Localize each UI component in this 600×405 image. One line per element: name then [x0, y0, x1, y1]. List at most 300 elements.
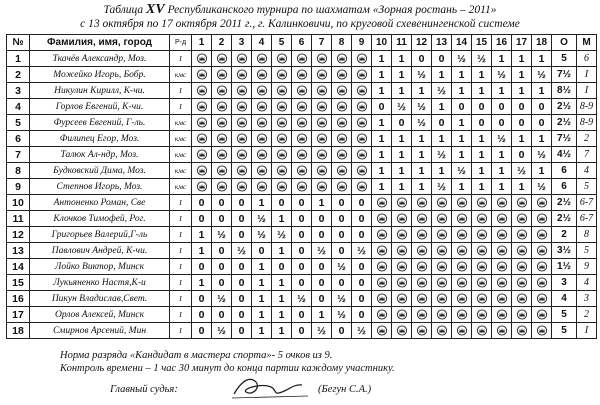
game-result: 1	[252, 195, 272, 211]
game-result: 1	[372, 147, 392, 163]
player-number: 18	[7, 323, 30, 339]
chess-piece-icon	[192, 83, 212, 99]
table-row	[7, 163, 597, 179]
player-place: 2	[577, 131, 597, 147]
game-result: 0	[212, 307, 232, 323]
game-result: 0	[292, 211, 312, 227]
game-result: 0	[412, 51, 432, 67]
chess-piece-icon	[352, 83, 372, 99]
chess-piece-icon	[432, 227, 452, 243]
chess-piece-icon	[392, 243, 412, 259]
game-result: ½	[412, 67, 432, 83]
header-round-4: 4	[252, 35, 272, 51]
game-result: 1	[392, 83, 412, 99]
game-result: 1	[372, 131, 392, 147]
chess-piece-icon	[372, 323, 392, 339]
chess-piece-icon	[332, 131, 352, 147]
chess-piece-icon	[272, 51, 292, 67]
game-result: ½	[532, 67, 552, 83]
game-result: 1	[412, 179, 432, 195]
game-result: 1	[472, 67, 492, 83]
game-result: 0	[292, 259, 312, 275]
chess-piece-icon	[432, 291, 452, 307]
game-result: 0	[332, 195, 352, 211]
chess-piece-icon	[512, 259, 532, 275]
game-result: 0	[472, 115, 492, 131]
chess-piece-icon	[392, 275, 412, 291]
chess-piece-icon	[252, 99, 272, 115]
chess-piece-icon	[312, 147, 332, 163]
game-result: ½	[412, 99, 432, 115]
chess-piece-icon	[252, 131, 272, 147]
player-name: Орлов Алексей, Минск	[30, 307, 170, 323]
chess-piece-icon	[472, 291, 492, 307]
game-result: 1	[512, 83, 532, 99]
table-row	[7, 275, 597, 291]
chess-piece-icon	[332, 179, 352, 195]
game-result: 1	[452, 115, 472, 131]
chess-piece-icon	[492, 227, 512, 243]
player-rank: I	[170, 307, 192, 323]
game-result: 0	[492, 99, 512, 115]
game-result: 0	[472, 99, 492, 115]
chess-piece-icon	[332, 83, 352, 99]
header-round-5: 5	[272, 35, 292, 51]
player-points: 2½	[552, 99, 577, 115]
chess-piece-icon	[432, 323, 452, 339]
game-result: ½	[252, 211, 272, 227]
game-result: ½	[512, 163, 532, 179]
chess-piece-icon	[532, 243, 552, 259]
player-number: 17	[7, 307, 30, 323]
game-result: 0	[532, 99, 552, 115]
chess-piece-icon	[452, 227, 472, 243]
player-rank: I	[170, 259, 192, 275]
chess-piece-icon	[332, 51, 352, 67]
player-rank: I	[170, 275, 192, 291]
player-name: Григорьев Валерий,Г-ль	[30, 227, 170, 243]
chess-piece-icon	[412, 323, 432, 339]
chess-piece-icon	[532, 275, 552, 291]
chess-piece-icon	[312, 115, 332, 131]
header-round-2: 2	[212, 35, 232, 51]
chief-judge-label: Главный судья:	[110, 384, 178, 395]
chess-piece-icon	[372, 227, 392, 243]
chess-piece-icon	[232, 147, 252, 163]
header-round-3: 3	[232, 35, 252, 51]
game-result: 0	[192, 211, 212, 227]
game-result: 1	[252, 307, 272, 323]
game-result: 0	[292, 243, 312, 259]
game-result: ½	[532, 147, 552, 163]
game-result: 0	[352, 211, 372, 227]
table-number: XV	[146, 2, 165, 17]
chess-piece-icon	[532, 211, 552, 227]
chess-piece-icon	[292, 83, 312, 99]
chess-piece-icon	[492, 211, 512, 227]
tournament-title: Республиканского турнира по шахматам «Зорная ростань – 2011»	[167, 4, 497, 16]
game-result: 1	[392, 179, 412, 195]
game-result: 1	[532, 83, 552, 99]
player-number: 6	[7, 131, 30, 147]
game-result: 0	[192, 259, 212, 275]
player-name: Клочков Тимофей, Рог.	[30, 211, 170, 227]
game-result: 0	[212, 195, 232, 211]
chess-piece-icon	[292, 115, 312, 131]
player-points: 4½	[552, 147, 577, 163]
game-result: 0	[232, 211, 252, 227]
chess-piece-icon	[252, 83, 272, 99]
game-result: ½	[312, 243, 332, 259]
game-result: 1	[472, 83, 492, 99]
game-result: 0	[372, 99, 392, 115]
game-result: 0	[432, 51, 452, 67]
chess-piece-icon	[272, 83, 292, 99]
player-points: 2	[552, 227, 577, 243]
chess-piece-icon	[512, 227, 532, 243]
game-result: ½	[432, 83, 452, 99]
game-result: 0	[332, 243, 352, 259]
game-result: 1	[492, 51, 512, 67]
game-result: 1	[272, 307, 292, 323]
game-result: 0	[212, 211, 232, 227]
chess-piece-icon	[192, 163, 212, 179]
game-result: 1	[452, 147, 472, 163]
chess-piece-icon	[492, 275, 512, 291]
player-rank: кмс	[170, 115, 192, 131]
player-name: Можейко Игорь, Бобр.	[30, 67, 170, 83]
game-result: ½	[212, 323, 232, 339]
player-points: 2½	[552, 211, 577, 227]
chess-piece-icon	[472, 227, 492, 243]
chess-piece-icon	[392, 323, 412, 339]
chess-piece-icon	[272, 147, 292, 163]
game-result: ½	[312, 323, 332, 339]
game-result: ½	[252, 227, 272, 243]
player-rank: I	[170, 51, 192, 67]
rank-norm-note: Норма разряда «Кандидат в мастера спорта»- 5 очков из 9.	[60, 350, 333, 361]
chess-piece-icon	[472, 259, 492, 275]
player-points: 6	[552, 163, 577, 179]
game-result: 1	[512, 51, 532, 67]
game-result: 1	[452, 67, 472, 83]
game-result: ½	[352, 323, 372, 339]
game-result: 1	[512, 131, 532, 147]
player-place: 5	[577, 243, 597, 259]
player-points: 5	[552, 323, 577, 339]
game-result: 0	[232, 227, 252, 243]
game-result: 0	[312, 259, 332, 275]
player-place: 7	[577, 147, 597, 163]
player-number: 9	[7, 179, 30, 195]
player-points: 3	[552, 275, 577, 291]
chess-piece-icon	[452, 259, 472, 275]
chess-piece-icon	[352, 67, 372, 83]
game-result: 1	[512, 67, 532, 83]
game-result: 0	[292, 323, 312, 339]
chess-piece-icon	[512, 211, 532, 227]
player-number: 12	[7, 227, 30, 243]
game-result: ½	[492, 131, 512, 147]
player-place: 2	[577, 307, 597, 323]
table-row	[7, 307, 597, 323]
game-result: 1	[412, 83, 432, 99]
game-result: 0	[192, 291, 212, 307]
chess-piece-icon	[372, 195, 392, 211]
game-result: 1	[372, 179, 392, 195]
chess-piece-icon	[472, 323, 492, 339]
game-result: 1	[392, 51, 412, 67]
table-row	[7, 243, 597, 259]
chess-piece-icon	[532, 307, 552, 323]
chess-piece-icon	[272, 179, 292, 195]
chess-piece-icon	[392, 307, 412, 323]
header-round-16: 16	[492, 35, 512, 51]
tournament-subtitle: с 13 октября по 17 октября 2011 г., г. Калинковичи, по круговой схевенингенской системе	[80, 18, 520, 30]
game-result: 0	[232, 275, 252, 291]
header-round-14: 14	[452, 35, 472, 51]
player-rank: I	[170, 243, 192, 259]
game-result: 1	[312, 307, 332, 323]
game-result: 1	[192, 227, 212, 243]
game-result: ½	[432, 179, 452, 195]
game-result: ½	[532, 179, 552, 195]
table-row	[7, 227, 597, 243]
chess-piece-icon	[312, 67, 332, 83]
player-name: Горлов Евгений, К-чи.	[30, 99, 170, 115]
game-result: 0	[352, 275, 372, 291]
header-no: №	[7, 35, 30, 51]
chess-piece-icon	[532, 259, 552, 275]
player-rank: I	[170, 99, 192, 115]
chief-judge-name: (Бегун С.А.)	[318, 384, 372, 395]
player-name: Степнов Игорь, Моз.	[30, 179, 170, 195]
chess-piece-icon	[492, 307, 512, 323]
table-row	[7, 323, 597, 339]
chess-piece-icon	[372, 307, 392, 323]
player-place: 8-9	[577, 115, 597, 131]
player-name: Павлович Андрей, К-чи.	[30, 243, 170, 259]
player-number: 14	[7, 259, 30, 275]
table-row	[7, 51, 597, 67]
chess-piece-icon	[192, 67, 212, 83]
game-result: 0	[332, 275, 352, 291]
chess-piece-icon	[192, 179, 212, 195]
chess-piece-icon	[452, 323, 472, 339]
chess-piece-icon	[192, 51, 212, 67]
game-result: 1	[252, 291, 272, 307]
game-result: 0	[232, 259, 252, 275]
game-result: 0	[192, 195, 212, 211]
game-result: 0	[352, 195, 372, 211]
chess-piece-icon	[332, 99, 352, 115]
chess-piece-icon	[252, 67, 272, 83]
player-number: 7	[7, 147, 30, 163]
chess-piece-icon	[212, 83, 232, 99]
game-result: ½	[352, 243, 372, 259]
game-result: 0	[432, 115, 452, 131]
game-result: 0	[332, 227, 352, 243]
game-result: 1	[372, 83, 392, 99]
chess-piece-icon	[392, 211, 412, 227]
chess-piece-icon	[232, 67, 252, 83]
game-result: 1	[432, 67, 452, 83]
game-result: 0	[232, 195, 252, 211]
chess-piece-icon	[432, 195, 452, 211]
game-result: 1	[272, 323, 292, 339]
game-result: 1	[492, 179, 512, 195]
game-result: 0	[532, 115, 552, 131]
chess-piece-icon	[292, 67, 312, 83]
header-round-8: 8	[332, 35, 352, 51]
chess-piece-icon	[512, 291, 532, 307]
player-place: 6	[577, 51, 597, 67]
game-result: 1	[452, 131, 472, 147]
game-result: 0	[352, 291, 372, 307]
game-result: 0	[252, 243, 272, 259]
chess-piece-icon	[332, 67, 352, 83]
player-number: 3	[7, 83, 30, 99]
chess-piece-icon	[332, 115, 352, 131]
chess-piece-icon	[472, 211, 492, 227]
game-result: ½	[332, 259, 352, 275]
game-result: ½	[292, 291, 312, 307]
chess-piece-icon	[292, 179, 312, 195]
table-row	[7, 291, 597, 307]
header-round-7: 7	[312, 35, 332, 51]
chess-piece-icon	[232, 51, 252, 67]
player-points: 2½	[552, 115, 577, 131]
game-result: 1	[512, 179, 532, 195]
header-round-10: 10	[372, 35, 392, 51]
game-result: 1	[252, 259, 272, 275]
player-rank: I	[170, 83, 192, 99]
game-result: 0	[312, 227, 332, 243]
game-result: 1	[272, 291, 292, 307]
player-number: 15	[7, 275, 30, 291]
header-round-6: 6	[292, 35, 312, 51]
game-result: 0	[212, 259, 232, 275]
chess-piece-icon	[252, 147, 272, 163]
header-place: М	[577, 35, 597, 51]
chess-piece-icon	[212, 131, 232, 147]
chess-piece-icon	[432, 259, 452, 275]
player-name: Талюк Ал-ндр, Моз.	[30, 147, 170, 163]
game-result: 1	[272, 243, 292, 259]
chess-piece-icon	[532, 323, 552, 339]
game-result: 1	[412, 163, 432, 179]
player-number: 11	[7, 211, 30, 227]
chess-piece-icon	[392, 291, 412, 307]
chess-piece-icon	[452, 275, 472, 291]
game-result: 0	[492, 115, 512, 131]
game-result: 1	[432, 99, 452, 115]
game-result: 1	[412, 131, 432, 147]
chess-piece-icon	[212, 179, 232, 195]
chess-piece-icon	[352, 163, 372, 179]
chess-piece-icon	[232, 163, 252, 179]
chess-piece-icon	[252, 179, 272, 195]
game-result: 0	[272, 195, 292, 211]
player-points: 6	[552, 179, 577, 195]
chess-piece-icon	[252, 163, 272, 179]
chess-piece-icon	[372, 275, 392, 291]
game-result: ½	[452, 51, 472, 67]
game-result: 1	[372, 115, 392, 131]
chess-piece-icon	[292, 99, 312, 115]
player-name: Лукьяненко Настя,К-и	[30, 275, 170, 291]
game-result: 0	[232, 307, 252, 323]
game-result: 0	[512, 147, 532, 163]
game-result: 1	[432, 163, 452, 179]
game-result: 1	[472, 163, 492, 179]
header-round-17: 17	[512, 35, 532, 51]
table-row	[7, 99, 597, 115]
game-result: ½	[412, 115, 432, 131]
game-result: 0	[512, 99, 532, 115]
chess-piece-icon	[252, 115, 272, 131]
player-points: 4	[552, 291, 577, 307]
chess-piece-icon	[432, 243, 452, 259]
player-place: 8	[577, 227, 597, 243]
player-place: I	[577, 83, 597, 99]
chess-piece-icon	[492, 195, 512, 211]
player-name: Лойко Виктор, Минск	[30, 259, 170, 275]
player-number: 1	[7, 51, 30, 67]
chess-piece-icon	[412, 227, 432, 243]
crosstable-body	[7, 51, 597, 339]
player-place: 6-7	[577, 195, 597, 211]
header-name: Фамилия, имя, город	[30, 35, 170, 51]
chess-piece-icon	[212, 115, 232, 131]
player-rank: кмс	[170, 131, 192, 147]
game-result: 0	[212, 275, 232, 291]
chess-piece-icon	[452, 195, 472, 211]
chess-piece-icon	[452, 211, 472, 227]
chess-piece-icon	[492, 291, 512, 307]
header-round-9: 9	[352, 35, 372, 51]
chess-piece-icon	[332, 147, 352, 163]
game-result: 1	[372, 51, 392, 67]
game-result: 1	[472, 179, 492, 195]
game-result: 1	[452, 83, 472, 99]
header-round-1: 1	[192, 35, 212, 51]
player-points: 7½	[552, 67, 577, 83]
game-result: ½	[272, 227, 292, 243]
game-result: 0	[192, 323, 212, 339]
chess-piece-icon	[272, 131, 292, 147]
game-result: 1	[252, 275, 272, 291]
player-number: 5	[7, 115, 30, 131]
player-name: Ткачёв Александр, Моз.	[30, 51, 170, 67]
player-points: 2½	[552, 195, 577, 211]
game-result: 1	[412, 147, 432, 163]
player-place: I	[577, 67, 597, 83]
game-result: 1	[492, 163, 512, 179]
header-round-11: 11	[392, 35, 412, 51]
game-result: 0	[272, 259, 292, 275]
player-number: 16	[7, 291, 30, 307]
player-place: 6-7	[577, 211, 597, 227]
player-number: 4	[7, 99, 30, 115]
player-points: 1½	[552, 259, 577, 275]
chess-piece-icon	[292, 51, 312, 67]
chess-piece-icon	[412, 195, 432, 211]
game-result: ½	[472, 51, 492, 67]
game-result: 0	[232, 291, 252, 307]
player-points: 3½	[552, 243, 577, 259]
chess-piece-icon	[312, 83, 332, 99]
